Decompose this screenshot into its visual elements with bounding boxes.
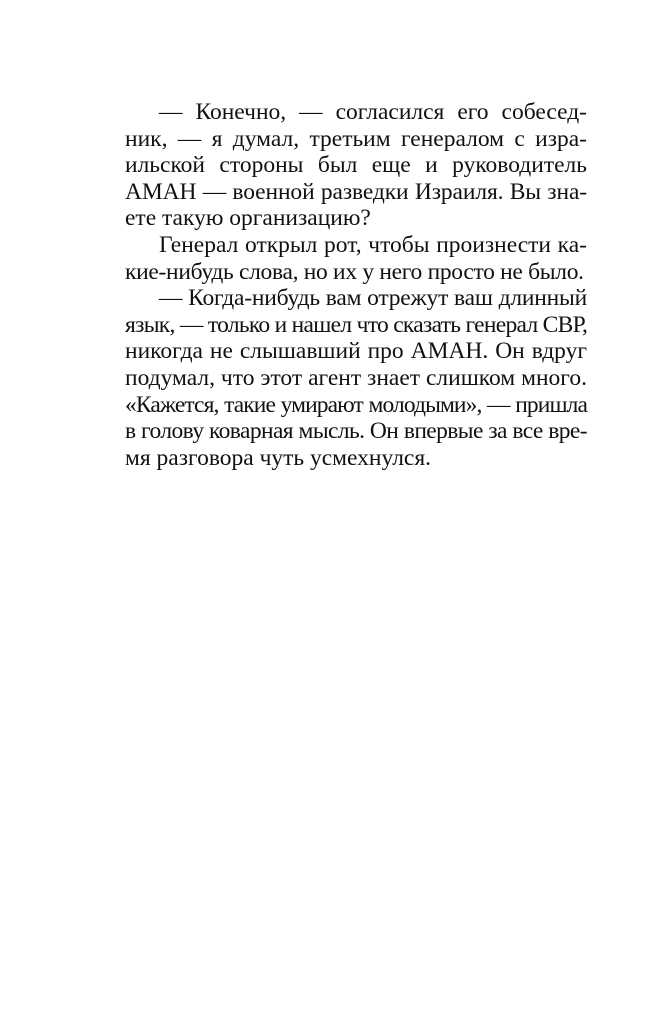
- text-line: — Когда-нибудь вам отрежут ваш длинный: [159, 285, 587, 312]
- text-line: — Конечно, — согласился его собесед-: [159, 99, 587, 125]
- text-line: «Кажется, такие умирают молодыми», — пришла: [125, 391, 587, 418]
- text-line: подумал, что этот агент знает слишком много.: [125, 364, 587, 391]
- text-line: Генерал открыл рот, чтобы произнести ка-: [159, 231, 587, 258]
- text-line: кие-нибудь слова, но их у него просто не было.: [125, 258, 584, 285]
- body-text: [125, 99, 587, 471]
- text-line: никогда не слышавший про АМАН. Он вдруг: [125, 338, 587, 365]
- paragraph-1: [125, 99, 587, 232]
- text-line: АМАН — военной разведки Израиля. Вы зна-: [125, 178, 587, 205]
- paragraph-3: [125, 285, 587, 471]
- text-line: ник, — я думал, третьим генералом с изра-: [125, 125, 587, 152]
- text-line: мя разговора чуть усмехнулся.: [125, 444, 432, 471]
- paragraph-2: [125, 232, 587, 285]
- text-line: ильской стороны был еще и руководитель: [125, 152, 587, 179]
- text-line: ете такую организацию?: [125, 205, 371, 232]
- text-line: в голову коварная мысль. Он впервые за все вре-: [125, 418, 587, 445]
- text-line: язык, — только и нашел что сказать генерал СВР,: [125, 311, 588, 338]
